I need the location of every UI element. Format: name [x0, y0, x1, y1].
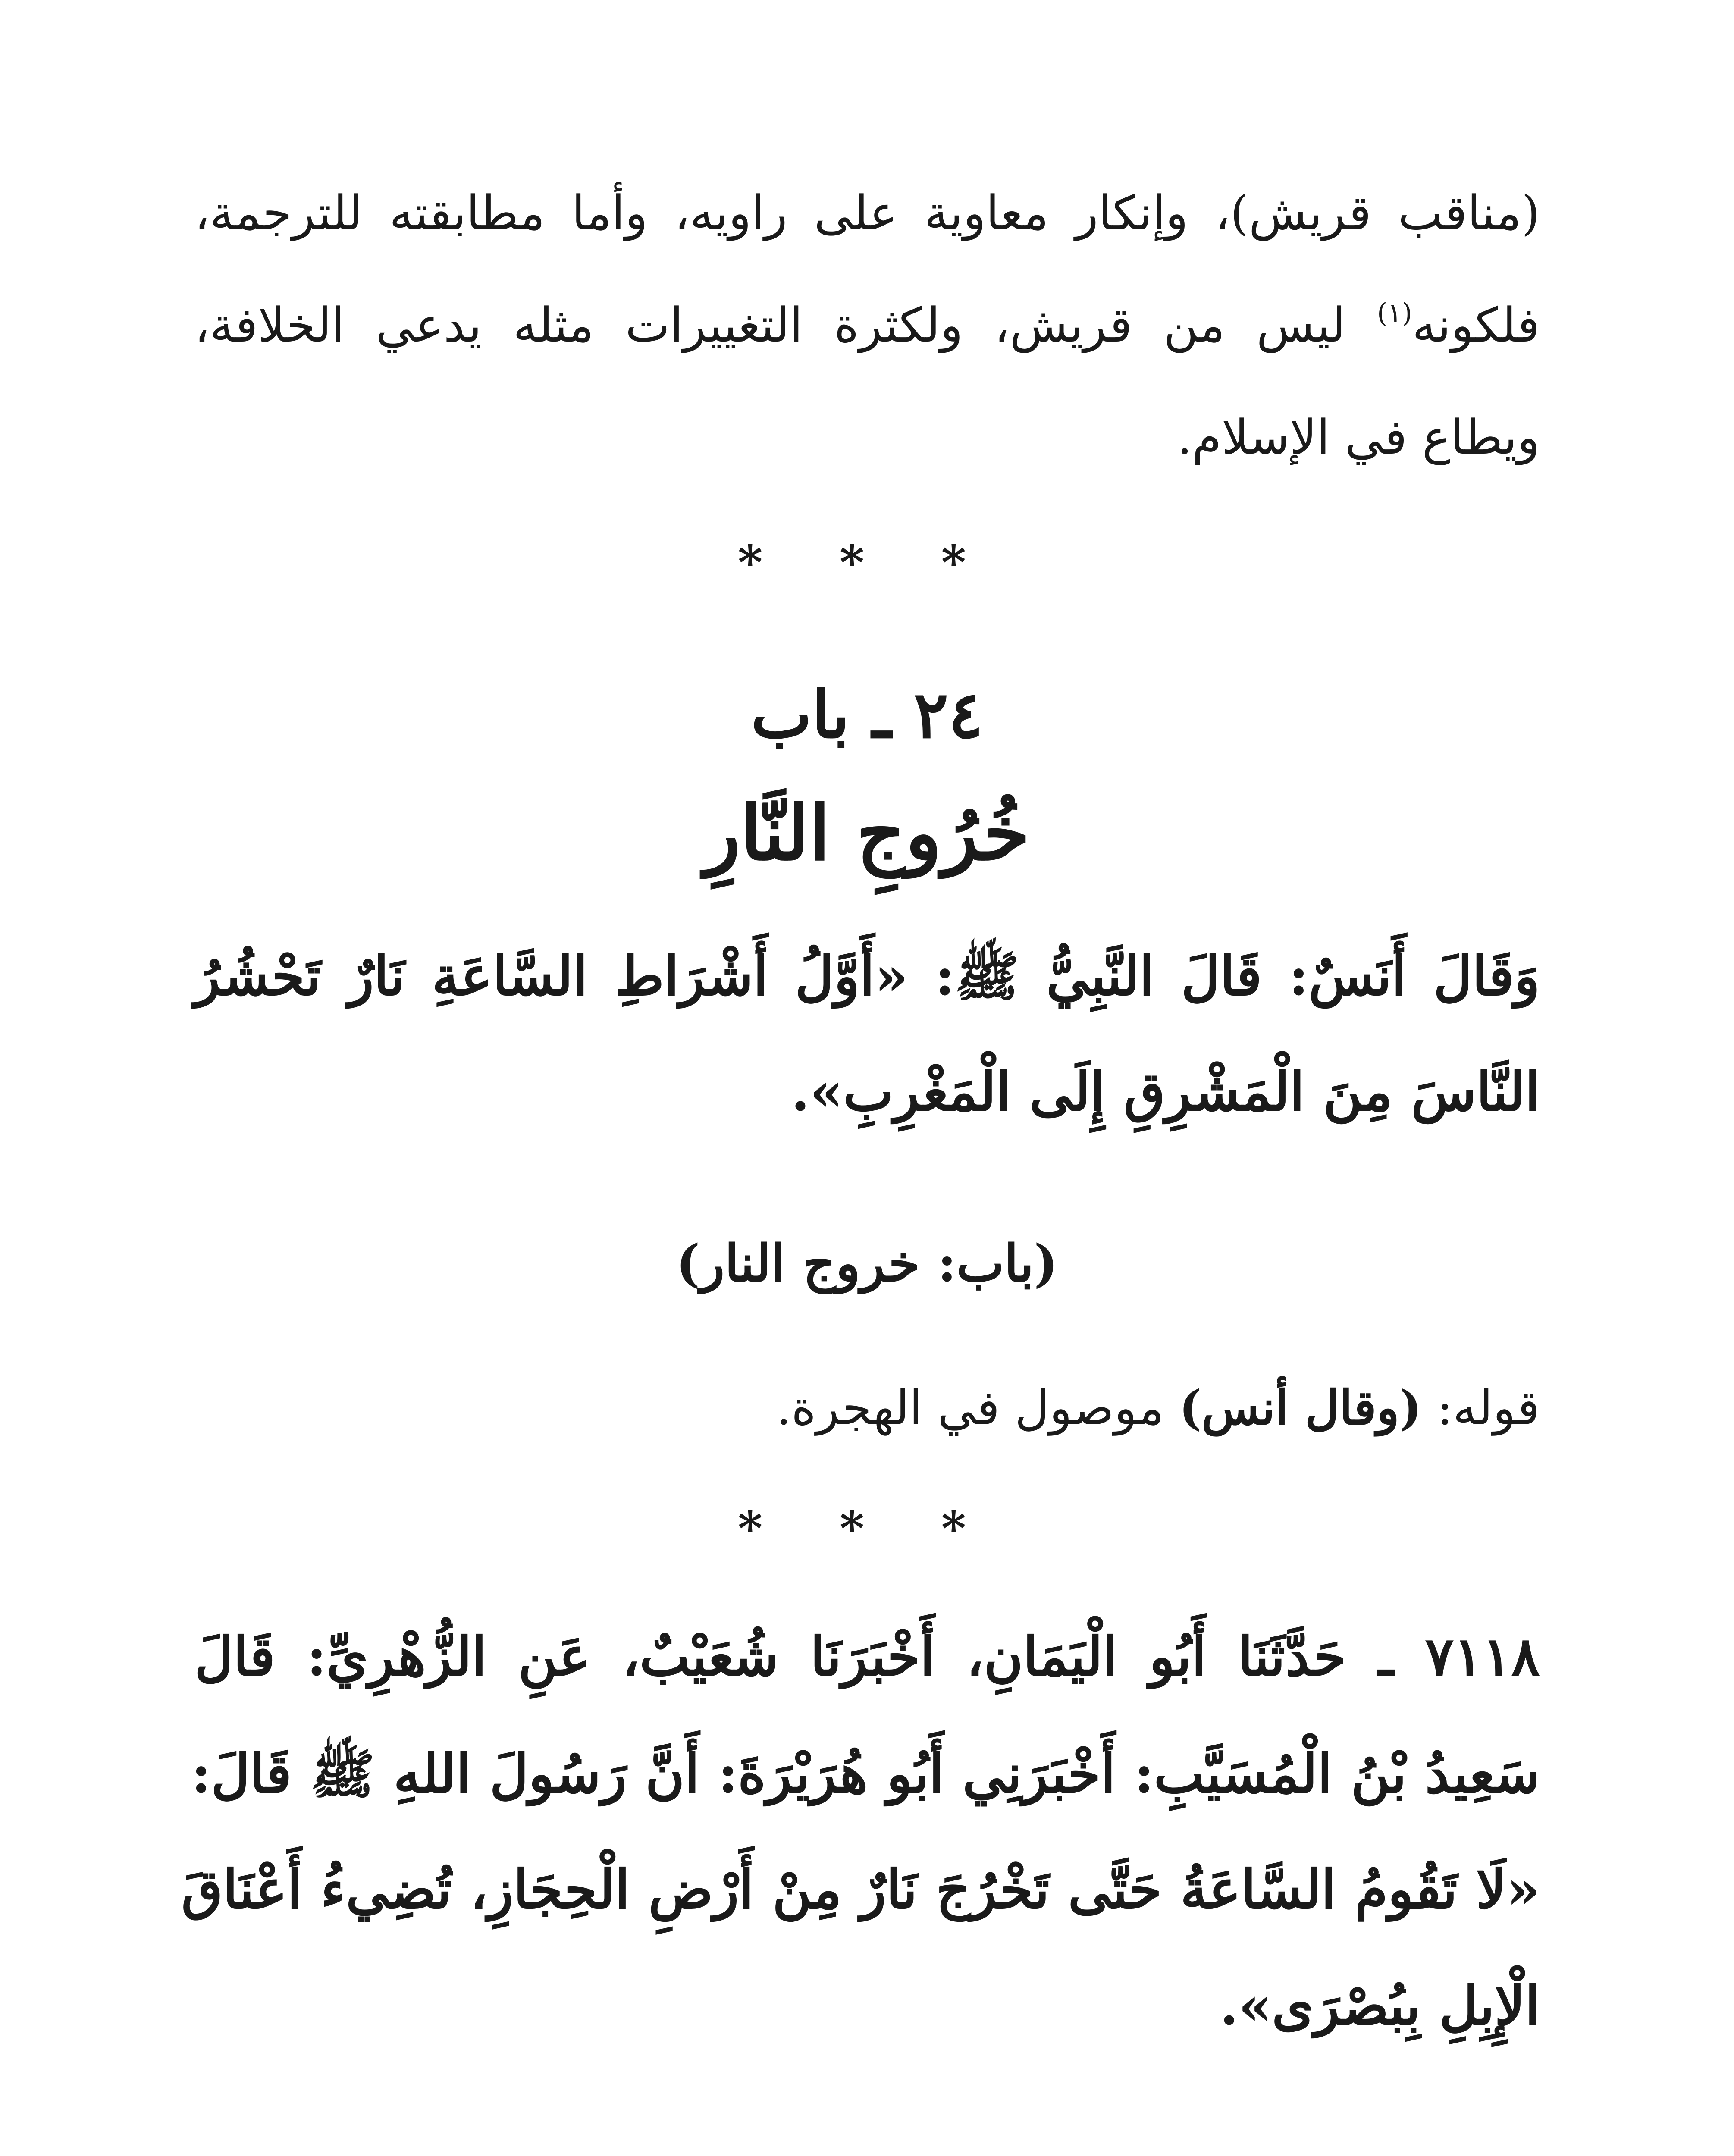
hadith-7118-line-3: «لَا تَقُومُ السَّاعَةُ حَتَّى تَخْرُجَ نَارٌ مِنْ أَرْضِ الْحِجَازِ، تُضِيءُ أَعْنَاقَ: [181, 1858, 1540, 1921]
chapter-hadith-line-1: وَقَالَ أَنَسٌ: قَالَ النَّبِيُّ ﷺ: «أَوَّلُ أَشْرَاطِ السَّاعَةِ نَارٌ تَحْشُرُ: [194, 945, 1540, 1008]
hadith-7118-line-1: ٧١١٨ ـ حَدَّثَنَا أَبُو الْيَمَانِ، أَخْبَرَنَا شُعَيْبٌ، عَنِ الزُّهْرِيِّ: قَالَ: [194, 1626, 1540, 1688]
footnote-marker: (١): [1377, 297, 1412, 329]
intro-line-2: [194, 298, 1540, 353]
commentary-label: قوله:: [1422, 1380, 1540, 1435]
intro-line-1: (مناقب قريش)، وإنكار معاوية على راويه، وأما مطابقته للترجمة،: [194, 185, 1540, 241]
intro-line-2-start: فلكونه: [1412, 298, 1540, 353]
intro-line-2-rest: ليس من قريش، ولكثرة التغييرات مثله يدعي الخلافة،: [194, 298, 1377, 353]
section-separator: * * *: [737, 535, 997, 590]
hadith-7118-line-4: الْإِبِلِ بِبُصْرَى».: [1220, 1975, 1540, 2037]
commentary-line: [194, 1380, 1540, 1435]
chapter-hadith-line-2: النَّاسَ مِنَ الْمَشْرِقِ إِلَى الْمَغْرِبِ».: [791, 1061, 1540, 1123]
hadith-7118-line-2: سَعِيدُ بْنُ الْمُسَيَّبِ: أَخْبَرَنِي أَبُو هُرَيْرَةَ: أَنَّ رَسُولَ اللهِ ﷺ قَالَ:: [191, 1743, 1540, 1805]
chapter-title: خُرُوجِ النَّارِ: [704, 789, 1030, 877]
commentary-heading: (باب: خروج النار): [676, 1233, 1058, 1293]
commentary-quote: (وقال أنس): [1179, 1380, 1422, 1435]
commentary-rest: موصول في الهجرة.: [776, 1380, 1179, 1435]
chapter-number: ٢٤ ـ باب: [751, 677, 983, 753]
intro-line-3: ويطاع في الإسلام.: [1177, 410, 1540, 465]
section-separator-2: * * *: [737, 1501, 997, 1556]
